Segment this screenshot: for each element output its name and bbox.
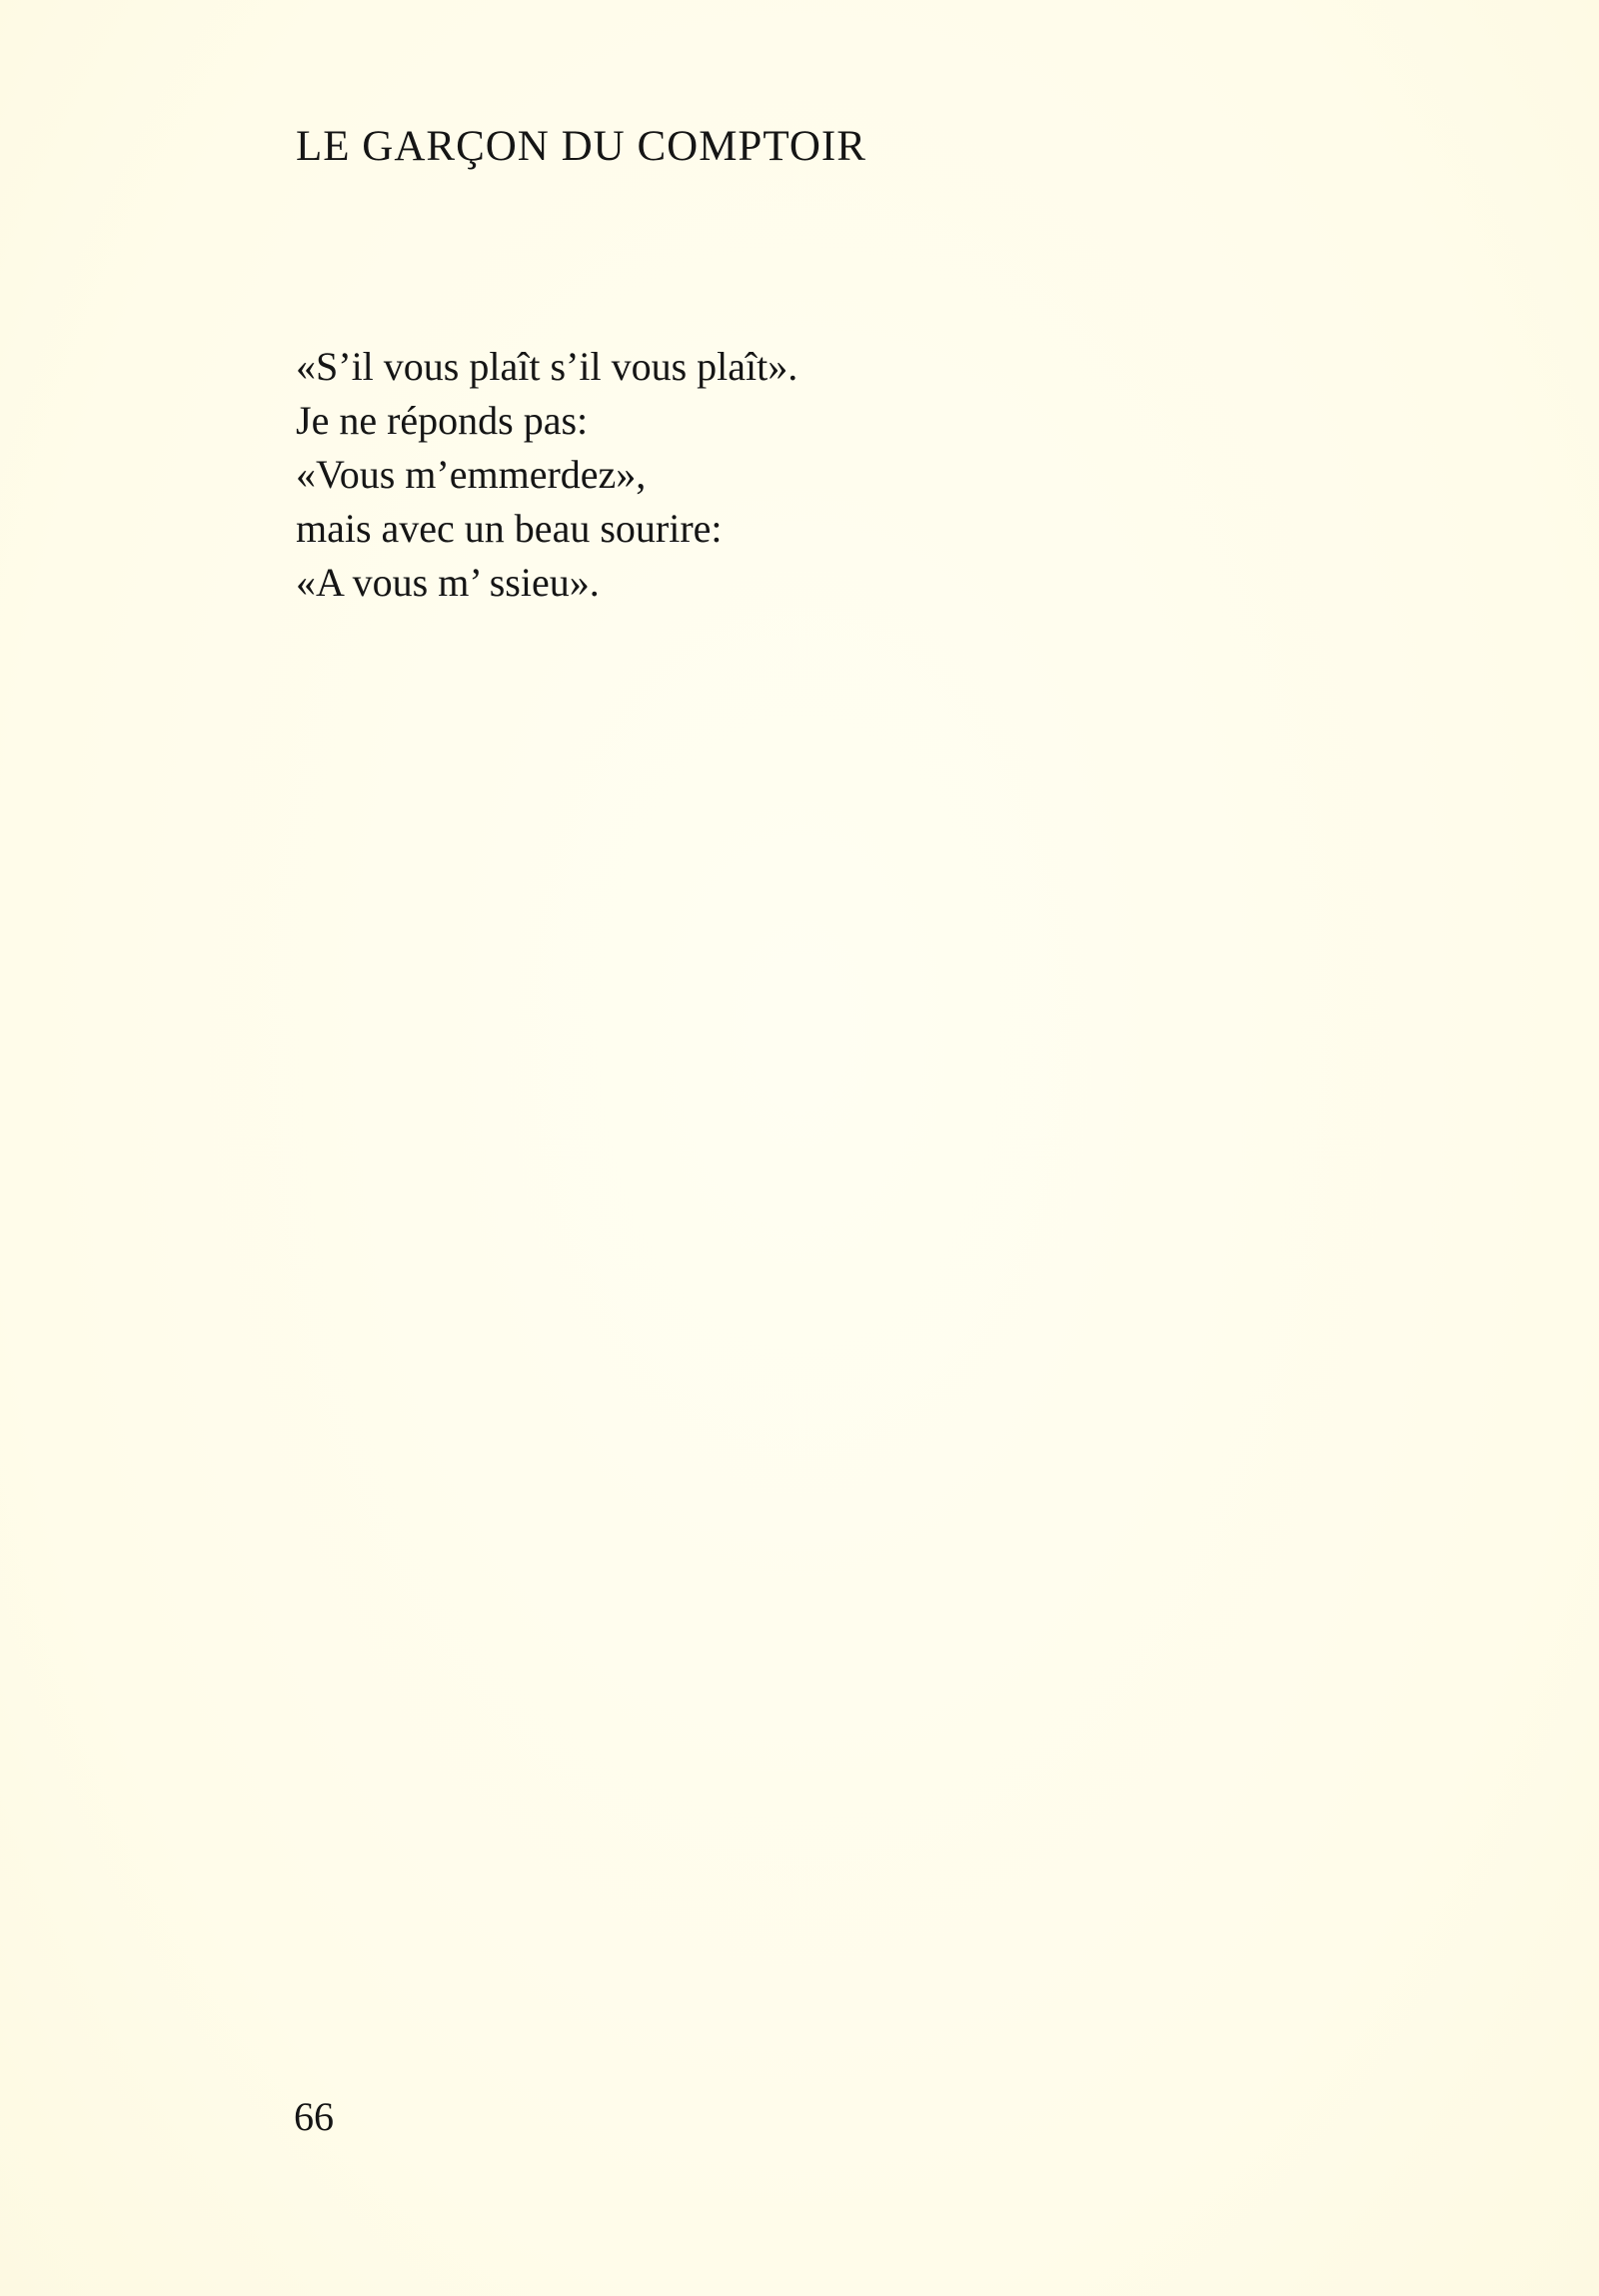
poem-title: LE GARÇON DU COMPTOIR xyxy=(296,123,866,170)
poem-line: mais avec un beau sourire: xyxy=(296,506,723,551)
page-number: 66 xyxy=(294,2094,334,2139)
poem-line: «S’il vous plaît s’il vous plaît». xyxy=(296,344,799,389)
poem-body xyxy=(296,340,798,610)
poem-line: «A vous m’ ssieu». xyxy=(296,560,600,605)
poem-line: Je ne réponds pas: xyxy=(296,398,589,443)
poem-line: «Vous m’emmerdez», xyxy=(296,452,647,497)
